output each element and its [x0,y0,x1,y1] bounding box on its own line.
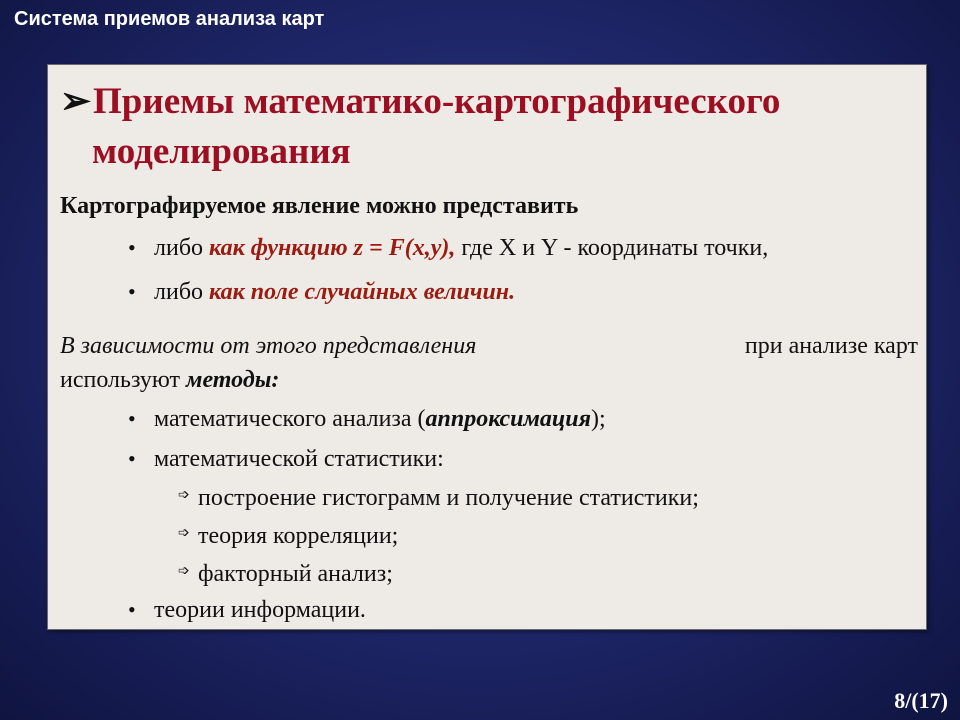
bullet-random-field: • либо как поле случайных величин. [128,279,516,305]
methods-paragraph: В зависимости от этого представления при анализе карт используют методы: [60,333,918,393]
arrow-right-icon: ➢ [60,81,92,122]
slide-title [60,77,920,177]
bullet-dot-icon: • [128,597,136,622]
sub-item-correlation: ➩ теория корреляции; [178,523,399,549]
title-line-2: моделирования [92,131,351,172]
page-number: 8/(17) [894,688,948,713]
sub-item-histograms: ➩ построение гистограмм и получение статистики; [178,485,699,511]
hollow-arrow-icon: ➩ [178,564,190,579]
method-information: • теории информации. [128,597,366,623]
intro-text: Картографируемое явление можно представить [60,193,579,219]
bullet-dot-icon: • [128,279,136,304]
bullet-dot-icon: • [128,446,136,471]
hollow-arrow-icon: ➩ [178,526,190,541]
bullet-dot-icon: • [128,235,136,260]
bullet-dot-icon: • [128,406,136,431]
method-statistics: • математической статистики: [128,446,444,472]
title-line-1: Приемы математико-картографического [93,81,781,122]
content-panel [47,64,927,630]
bullet-function: • либо как функцию z = F(x,y), где X и Y - координаты точки, [128,235,769,261]
sub-item-factor: ➩ факторный анализ; [178,561,393,587]
method-analysis: • математического анализа (аппроксимация); [128,406,606,432]
slide-header: Система приемов анализа карт [14,8,325,30]
hollow-arrow-icon: ➩ [178,488,190,503]
